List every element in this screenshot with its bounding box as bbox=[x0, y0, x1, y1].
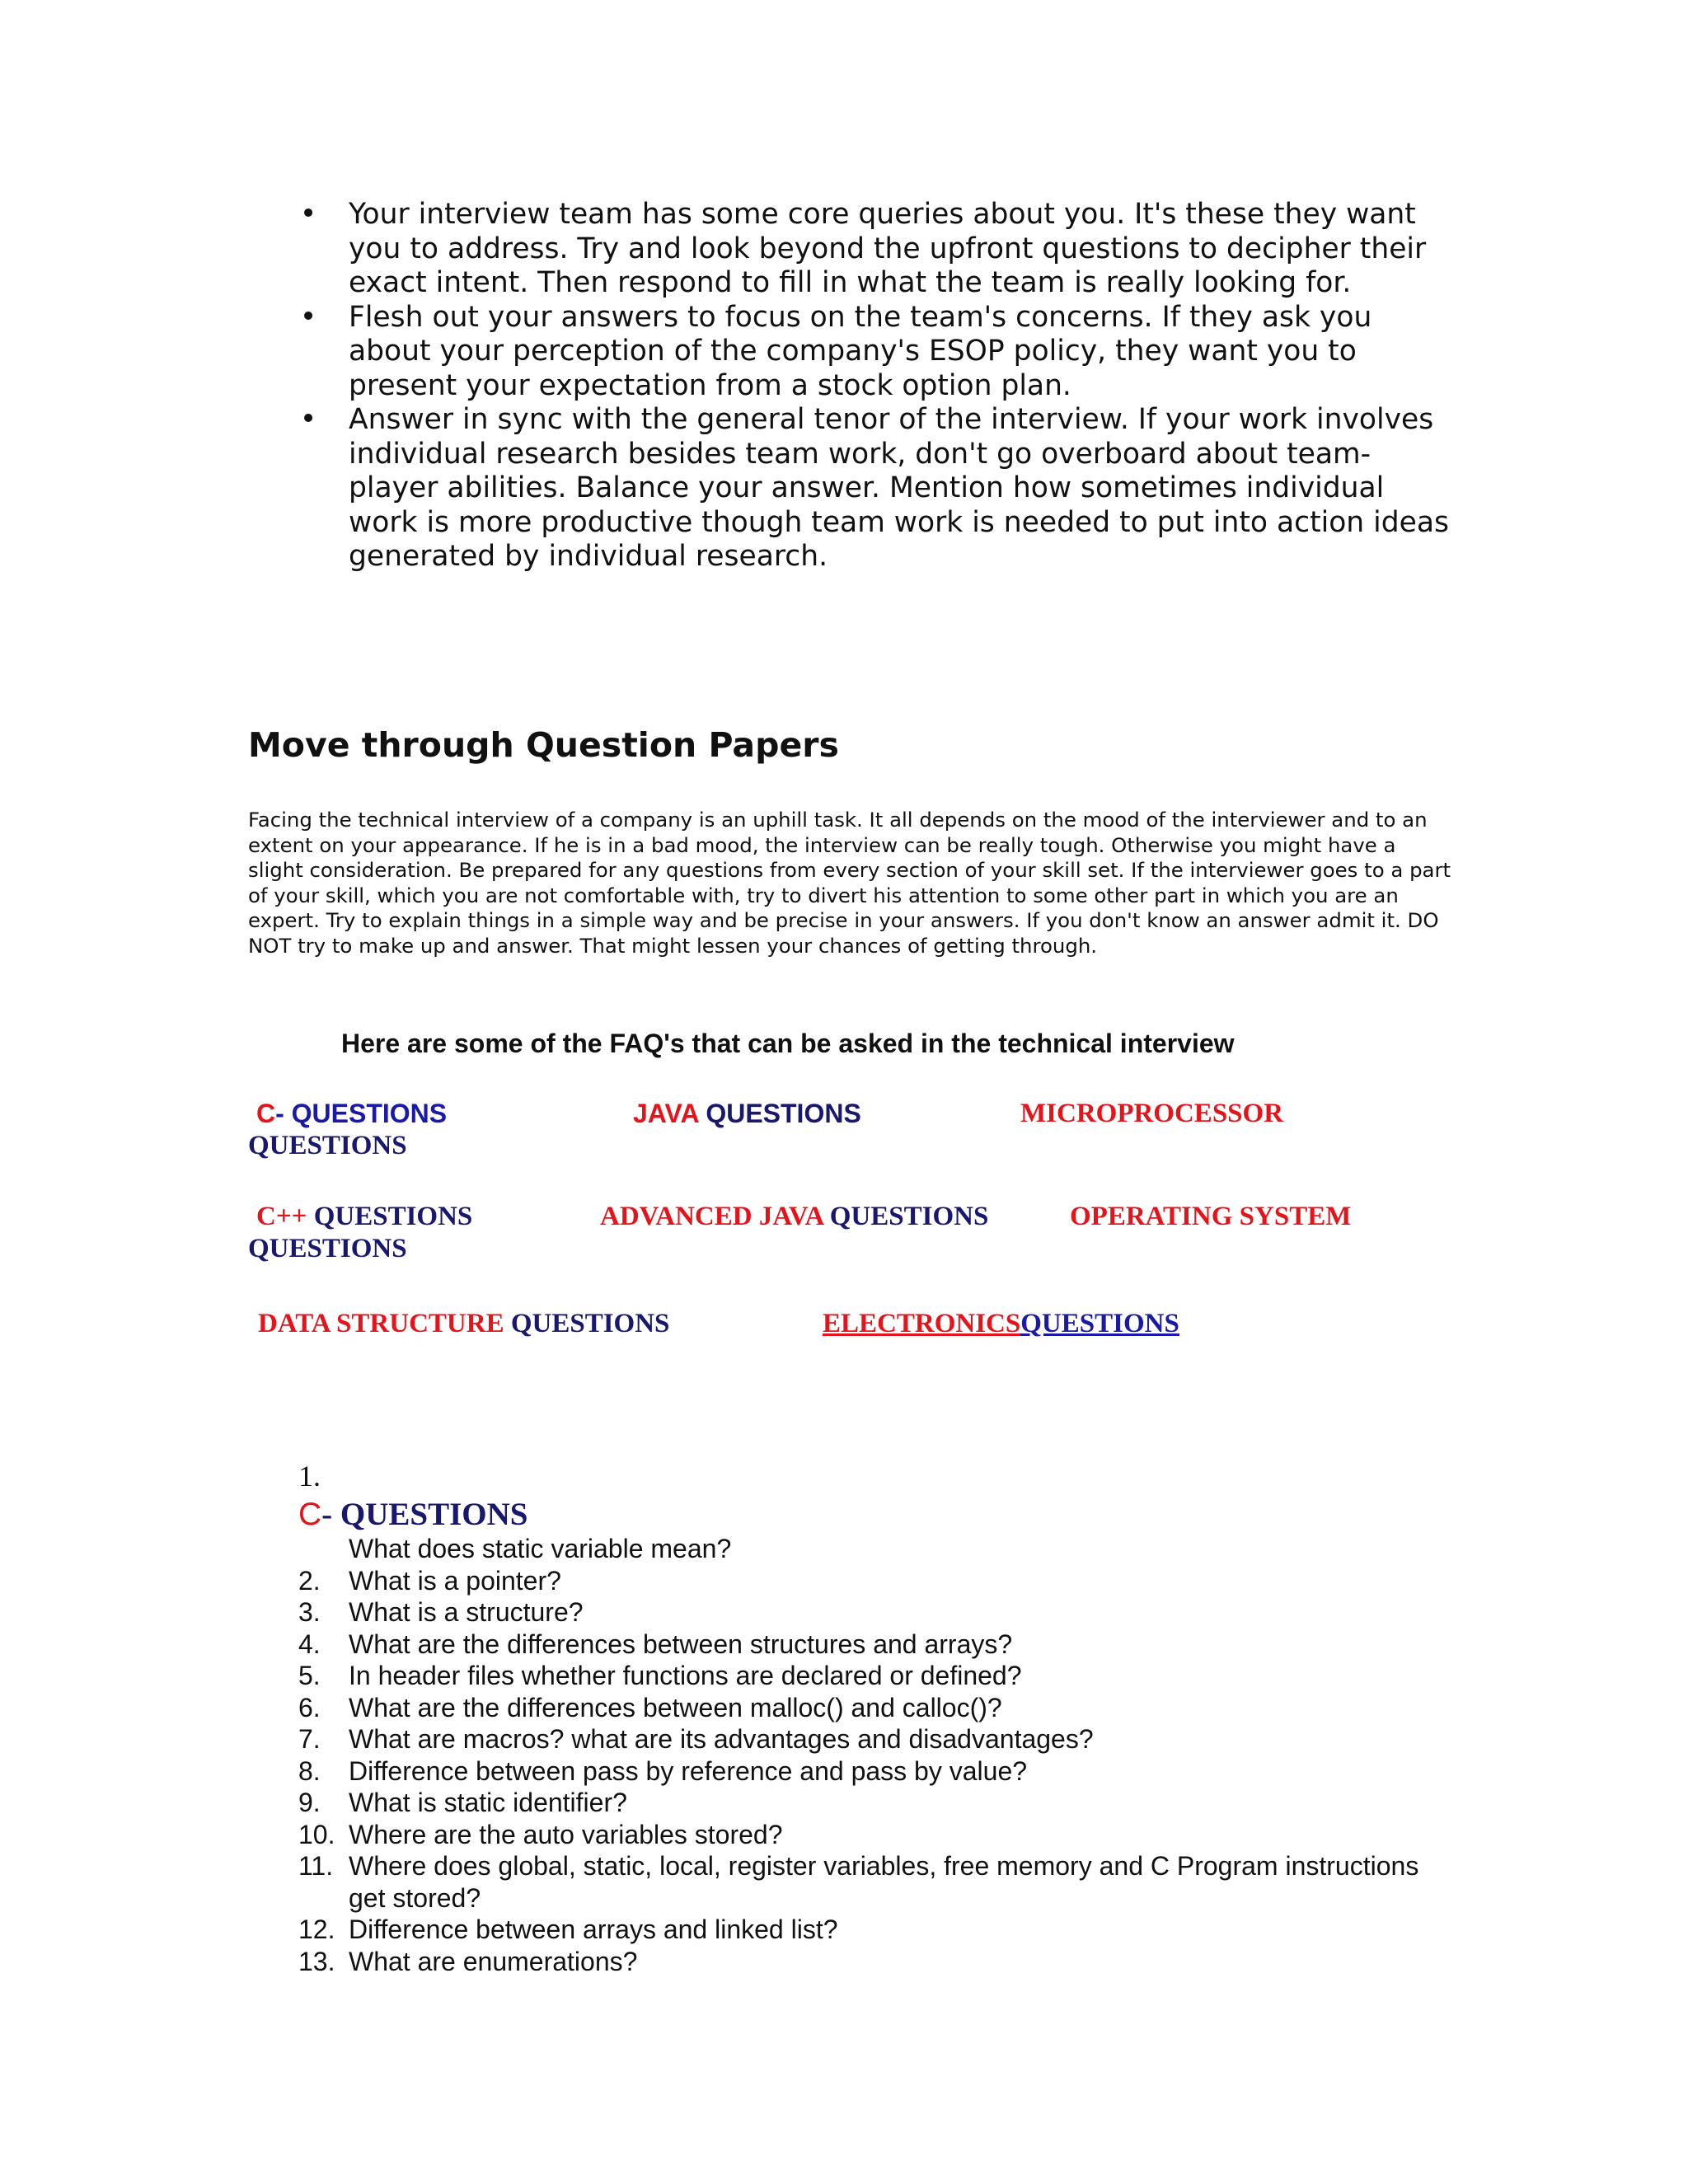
electronics-questions-link[interactable] bbox=[823, 1309, 1179, 1339]
heading-c-letter: C bbox=[298, 1497, 322, 1532]
link-label-part: QUESTIONS bbox=[307, 1202, 473, 1231]
microprocessor-questions-link-wrap[interactable] bbox=[248, 1131, 407, 1161]
question-number: 6. bbox=[298, 1692, 321, 1722]
link-label-part: OPERATING SYSTEM bbox=[1070, 1202, 1352, 1231]
link-label-part: QUESTIONS bbox=[698, 1099, 861, 1128]
list-number: 1. bbox=[298, 1460, 321, 1493]
link-label-part: DATA STRUCTURE bbox=[258, 1309, 504, 1338]
question-text: In header files whether functions are declared or defined? bbox=[349, 1661, 1022, 1690]
bullet-item bbox=[297, 403, 1451, 574]
list-item bbox=[298, 1660, 1452, 1692]
section-title: Move through Question Papers bbox=[248, 725, 839, 765]
bullet-dot-icon: • bbox=[299, 300, 317, 334]
list-item bbox=[298, 1723, 1452, 1755]
c-questions-link[interactable] bbox=[256, 1099, 447, 1129]
question-number: 5. bbox=[298, 1661, 321, 1690]
bullet-text: Your interview team has some core queries about you. It's these they want you to address. Try and look beyond the upfront questions to decipher their exact intent. Then respond to fill in what the team is really looking for. bbox=[349, 198, 1427, 299]
question-text: What is a structure? bbox=[349, 1597, 584, 1627]
question-text: What is a pointer? bbox=[349, 1565, 561, 1596]
list-item bbox=[298, 1596, 1452, 1629]
question-text: What is static identifier? bbox=[349, 1788, 627, 1817]
list-item bbox=[298, 1914, 1452, 1946]
link-label-part: ADVANCED JAVA bbox=[600, 1202, 823, 1231]
question-number: 11. bbox=[298, 1851, 334, 1881]
list-item bbox=[298, 1787, 1452, 1819]
link-label-part: - QUESTIONS bbox=[275, 1099, 448, 1128]
microprocessor-questions-link[interactable] bbox=[1020, 1099, 1283, 1129]
question-text: What are macros? what are its advantages and disadvantages? bbox=[349, 1724, 1094, 1754]
list-item bbox=[298, 1850, 1452, 1914]
data-structure-questions-link[interactable] bbox=[258, 1309, 669, 1339]
cpp-questions-link[interactable] bbox=[256, 1202, 472, 1232]
question-text: Where does global, static, local, register variables, free memory and C Program instructions get stored? bbox=[349, 1851, 1419, 1913]
link-label-part: MICROPROCESSOR bbox=[1020, 1099, 1284, 1128]
list-item bbox=[298, 1565, 1452, 1597]
bullet-text: Answer in sync with the general tenor of the interview. If your work involves individual research besides team work, don't go overboard about team-player abilities. Balance your answer. Mention how sometimes individual work is more productive though team work is needed to put into action ideas generated by individual research. bbox=[349, 403, 1449, 573]
link-label-part: QUESTIONS bbox=[823, 1202, 989, 1231]
question-text: What are enumerations? bbox=[349, 1946, 638, 1976]
question-number: 13. bbox=[298, 1946, 335, 1976]
question-text: What are the differences between structures and arrays? bbox=[349, 1629, 1013, 1659]
link-label-part: QUESTIONS bbox=[248, 1131, 407, 1160]
faq-intro-heading: Here are some of the FAQ's that can be asked in the technical interview bbox=[341, 1029, 1235, 1058]
link-label-part: QUESTIONS bbox=[1020, 1309, 1179, 1338]
java-questions-link[interactable] bbox=[633, 1099, 861, 1129]
question-text: Where are the auto variables stored? bbox=[349, 1819, 783, 1849]
tips-bullet-list bbox=[297, 198, 1451, 574]
question-text: Difference between pass by reference and pass by value? bbox=[349, 1755, 1028, 1786]
question-number: 7. bbox=[298, 1724, 321, 1754]
list-item bbox=[298, 1755, 1452, 1788]
operating-system-questions-link[interactable] bbox=[1070, 1202, 1351, 1232]
list-item bbox=[298, 1692, 1452, 1724]
link-label-part: C++ bbox=[256, 1202, 307, 1231]
operating-system-questions-link-wrap[interactable] bbox=[248, 1234, 407, 1264]
link-label-part: C bbox=[256, 1099, 276, 1128]
link-label-part: ELECTRONICS bbox=[823, 1309, 1021, 1338]
c-questions-heading bbox=[298, 1496, 528, 1533]
bullet-dot-icon: • bbox=[299, 403, 317, 436]
bullet-text: Flesh out your answers to focus on the team's concerns. If they ask you about your perception of the company's ESOP policy, they want you to present your expectation from a stock option plan. bbox=[349, 300, 1372, 402]
question-text: What does static variable mean? bbox=[349, 1534, 732, 1563]
list-item bbox=[298, 1946, 1452, 1978]
heading-rest: - QUESTIONS bbox=[321, 1497, 528, 1532]
bullet-item bbox=[297, 301, 1451, 404]
bullet-item bbox=[297, 198, 1451, 301]
list-item bbox=[298, 1629, 1452, 1661]
list-item bbox=[298, 1533, 1452, 1565]
question-number: 9. bbox=[298, 1788, 321, 1817]
question-number: 3. bbox=[298, 1597, 321, 1627]
bullet-dot-icon: • bbox=[299, 198, 317, 231]
list-item bbox=[298, 1819, 1452, 1851]
question-number: 12. bbox=[298, 1915, 335, 1944]
advanced-java-questions-link[interactable] bbox=[600, 1202, 988, 1232]
question-number: 2. bbox=[298, 1565, 321, 1596]
link-label-part: QUESTIONS bbox=[248, 1234, 407, 1263]
link-label-part: JAVA bbox=[633, 1099, 699, 1128]
question-number: 4. bbox=[298, 1629, 321, 1659]
question-text: Difference between arrays and linked list? bbox=[349, 1915, 838, 1944]
question-text: What are the differences between malloc() and calloc()? bbox=[349, 1692, 1002, 1722]
question-number: 10. bbox=[298, 1819, 335, 1849]
question-number: 8. bbox=[298, 1755, 321, 1786]
c-questions-list bbox=[298, 1533, 1452, 1977]
link-label-part: QUESTIONS bbox=[504, 1309, 670, 1338]
intro-paragraph: Facing the technical interview of a company is an uphill task. It all depends on the mood of the interviewer and to an extent on your appearance. If he is in a bad mood, the interview can be really tough. Otherwise you might have a slight consideration. Be prepared for any questions from every section of your skill set. If the interviewer goes to a part of your skill, which you are not comfortable with, try to divert his attention to some other part in which you are an expert. Try to explain things in a simple way and be precise in your answers. If you don't know an answer admit it. DO NOT try to make up and answer. That might lessen your chances of getting through. bbox=[248, 808, 1451, 958]
